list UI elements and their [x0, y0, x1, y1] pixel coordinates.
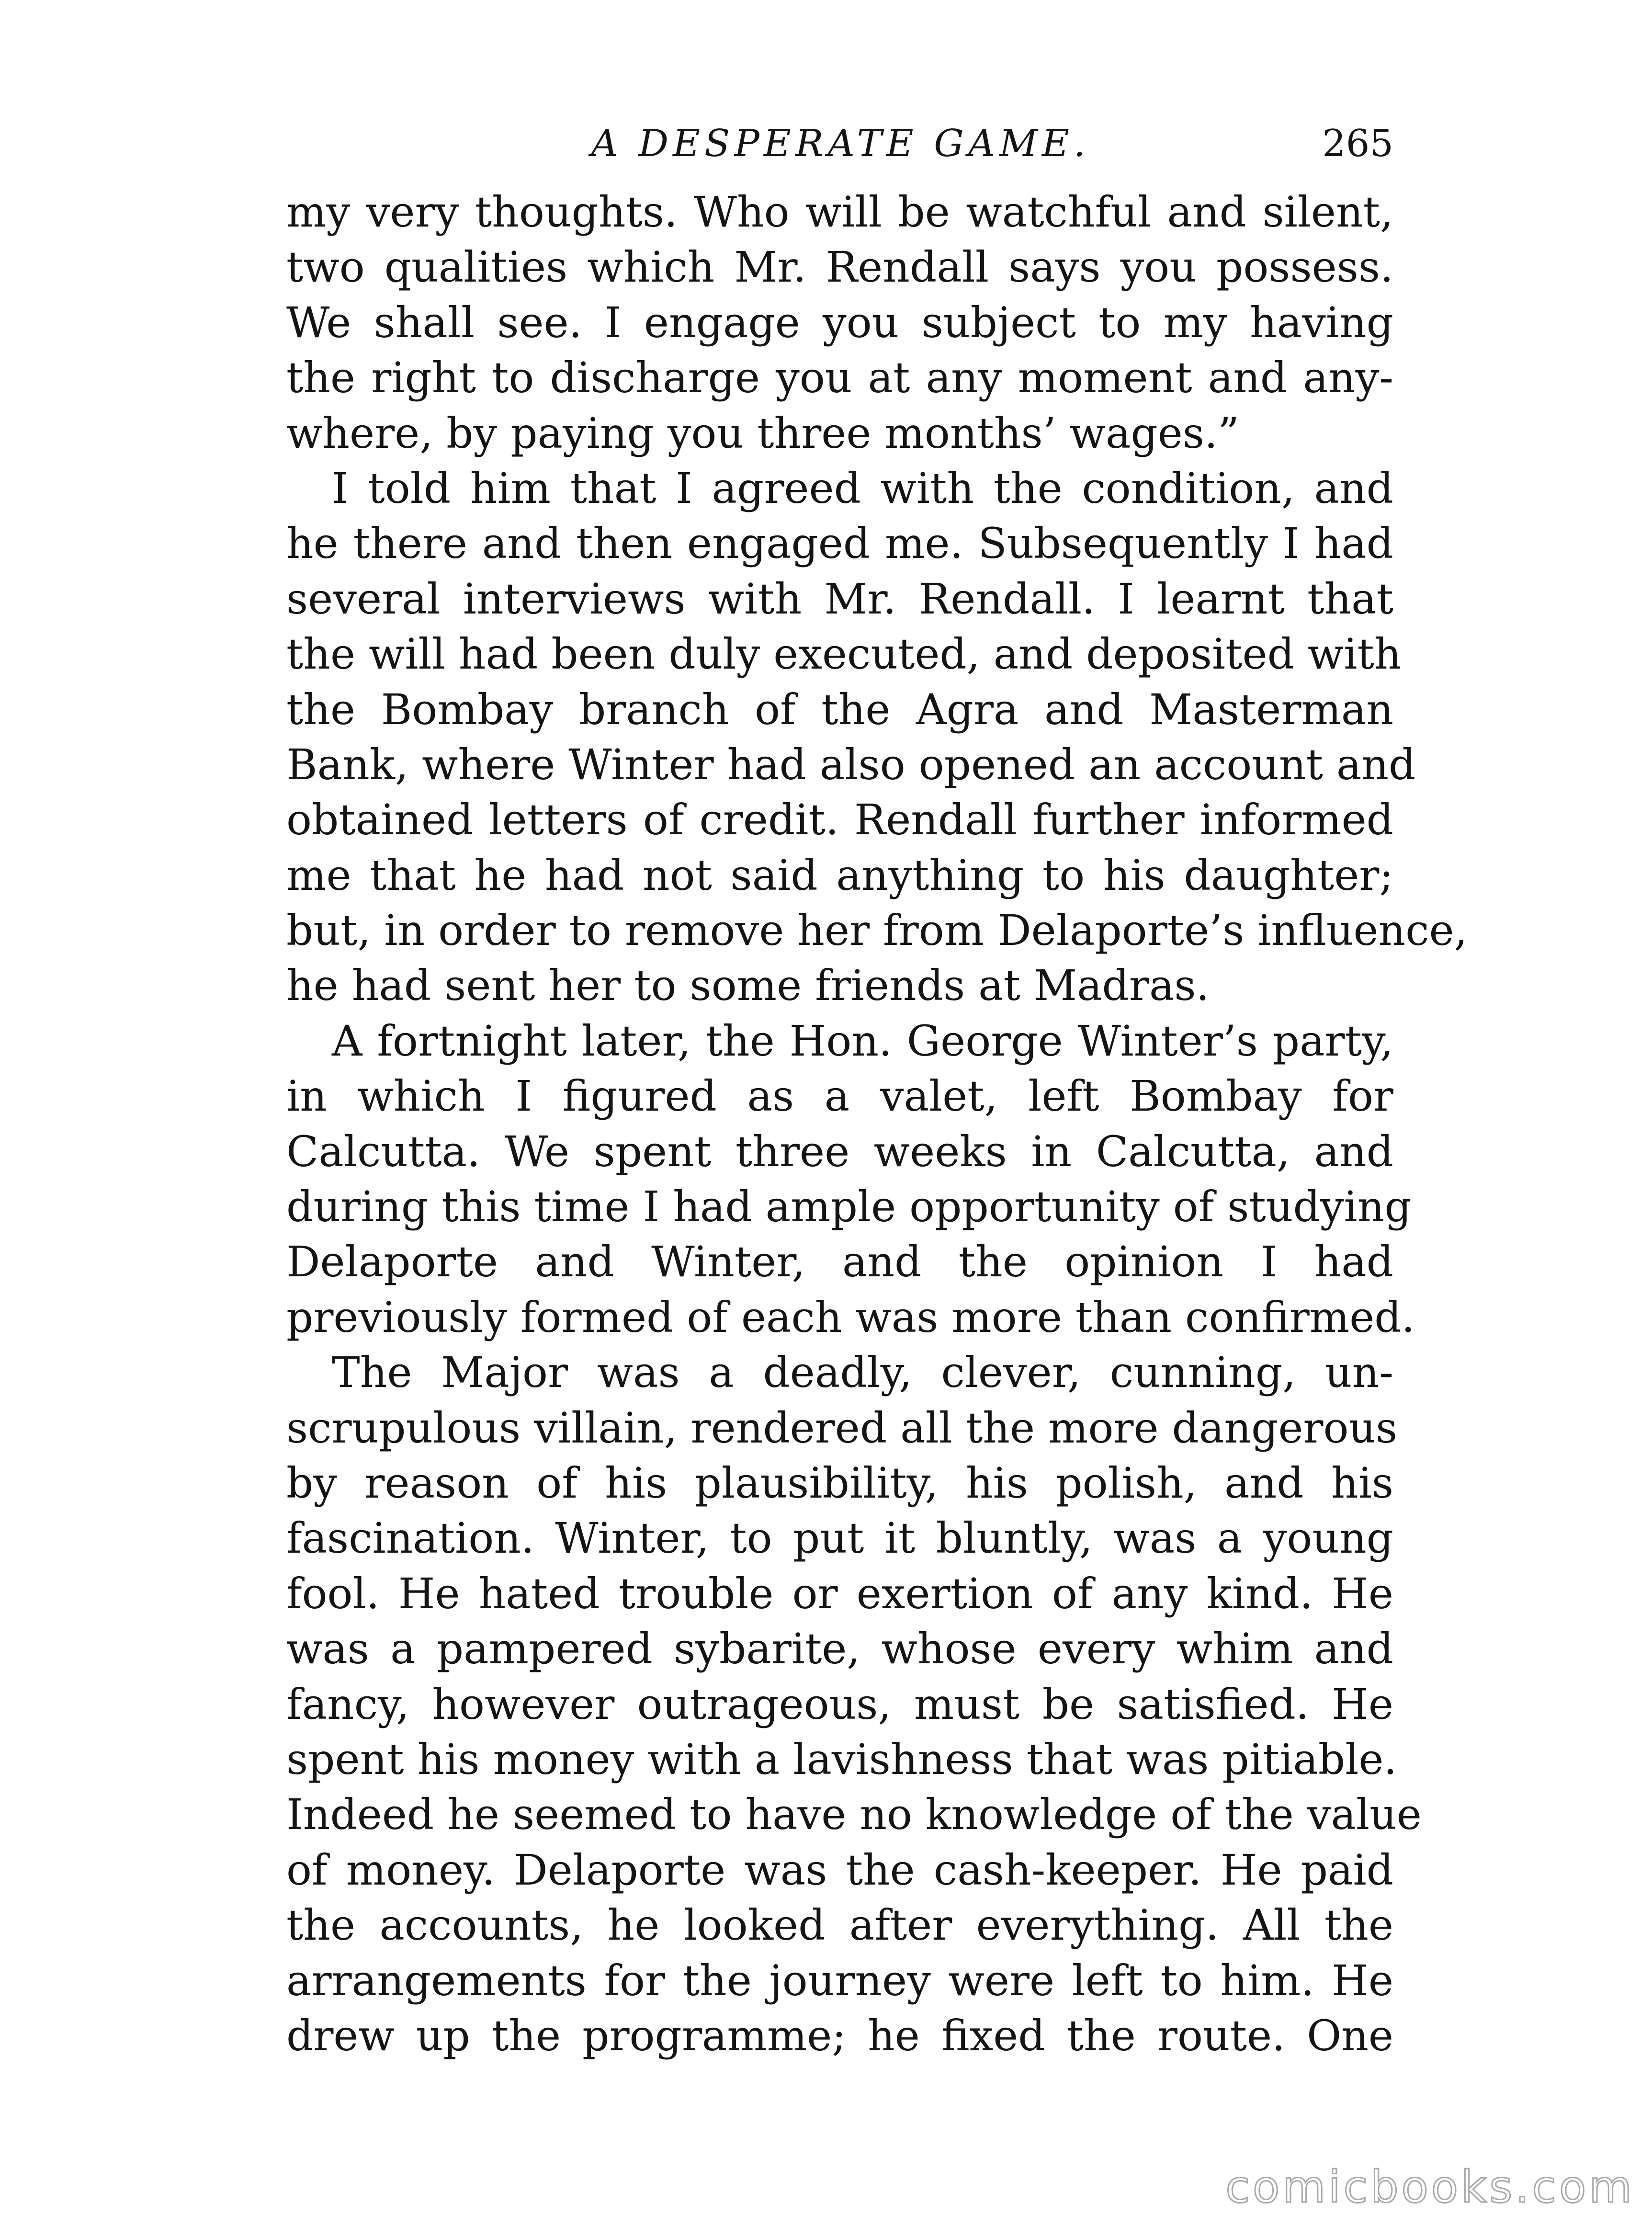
- text-line: the will had been duly executed, and deposited with: [286, 629, 1402, 679]
- text-line: fool. He hated trouble or exertion of any kind. He: [286, 1568, 1393, 1618]
- text-line: my very thoughts. Who will be watchful and silent,: [286, 187, 1393, 237]
- text-line: the accounts, he looked after everything. All the: [286, 1900, 1393, 1950]
- text-line: Calcutta. We spent three weeks in Calcutta, and: [286, 1126, 1393, 1176]
- text-line: several interviews with Mr. Rendall. I learnt that: [286, 574, 1393, 624]
- text-line: Bank, where Winter had also opened an account and: [286, 739, 1416, 789]
- text-line: in which I figured as a valet, left Bombay for: [286, 1071, 1393, 1121]
- body-text: [286, 184, 1468, 2063]
- page-header: [287, 110, 1393, 177]
- text-line: the Bombay branch of the Agra and Masterman: [286, 684, 1393, 734]
- text-line: fancy, however outrageous, must be satisfied. He: [286, 1679, 1393, 1729]
- text-line: arrangements for the journey were left to him. He: [286, 1955, 1393, 2005]
- text-line: Indeed he seemed to have no knowledge of the value: [286, 1790, 1422, 1840]
- text-line: A fortnight later, the Hon. George Winter’s party,: [332, 1016, 1393, 1066]
- text-line: he had sent her to some friends at Madras.: [286, 961, 1210, 1011]
- watermark: comicbooks.com: [1225, 2161, 1635, 2213]
- text-line: the right to discharge you at any moment and any-: [286, 353, 1393, 403]
- text-line: We shall see. I engage you subject to my having: [286, 297, 1393, 347]
- text-line: was a pampered sybarite, whose every whim and: [286, 1624, 1393, 1674]
- text-line: drew up the programme; he fixed the route. One: [286, 2011, 1393, 2060]
- text-line: I told him that I agreed with the condition, and: [332, 463, 1393, 513]
- text-line: during this time I had ample opportunity of studying: [286, 1182, 1412, 1232]
- text-line: The Major was a deadly, clever, cunning, un-: [332, 1348, 1393, 1398]
- text-line: me that he had not said anything to his daughter;: [286, 850, 1393, 900]
- text-line: Delaporte and Winter, and the opinion I had: [286, 1237, 1393, 1287]
- page-number: 265: [1322, 122, 1393, 165]
- text-line: where, by paying you three months’ wages.”: [286, 408, 1239, 458]
- text-line: two qualities which Mr. Rendall says you possess.: [286, 242, 1393, 292]
- text-line: he there and then engaged me. Subsequently I had: [286, 519, 1393, 568]
- text-line: of money. Delaporte was the cash-keeper. He paid: [286, 1845, 1393, 1895]
- text-line: by reason of his plausibility, his polish, and his: [286, 1458, 1393, 1508]
- text-line: scrupulous villain, rendered all the more dangerous: [286, 1403, 1398, 1453]
- text-line: but, in order to remove her from Delaporte’s influence,: [286, 906, 1468, 955]
- text-line: obtained letters of credit. Rendall further informed: [286, 795, 1393, 845]
- running-title: A DESPERATE GAME.: [591, 122, 1090, 165]
- text-line: spent his money with a lavishness that was pitiable.: [286, 1734, 1397, 1784]
- text-line: fascination. Winter, to put it bluntly, was a young: [286, 1513, 1393, 1563]
- text-line: previously formed of each was more than confirmed.: [286, 1292, 1415, 1342]
